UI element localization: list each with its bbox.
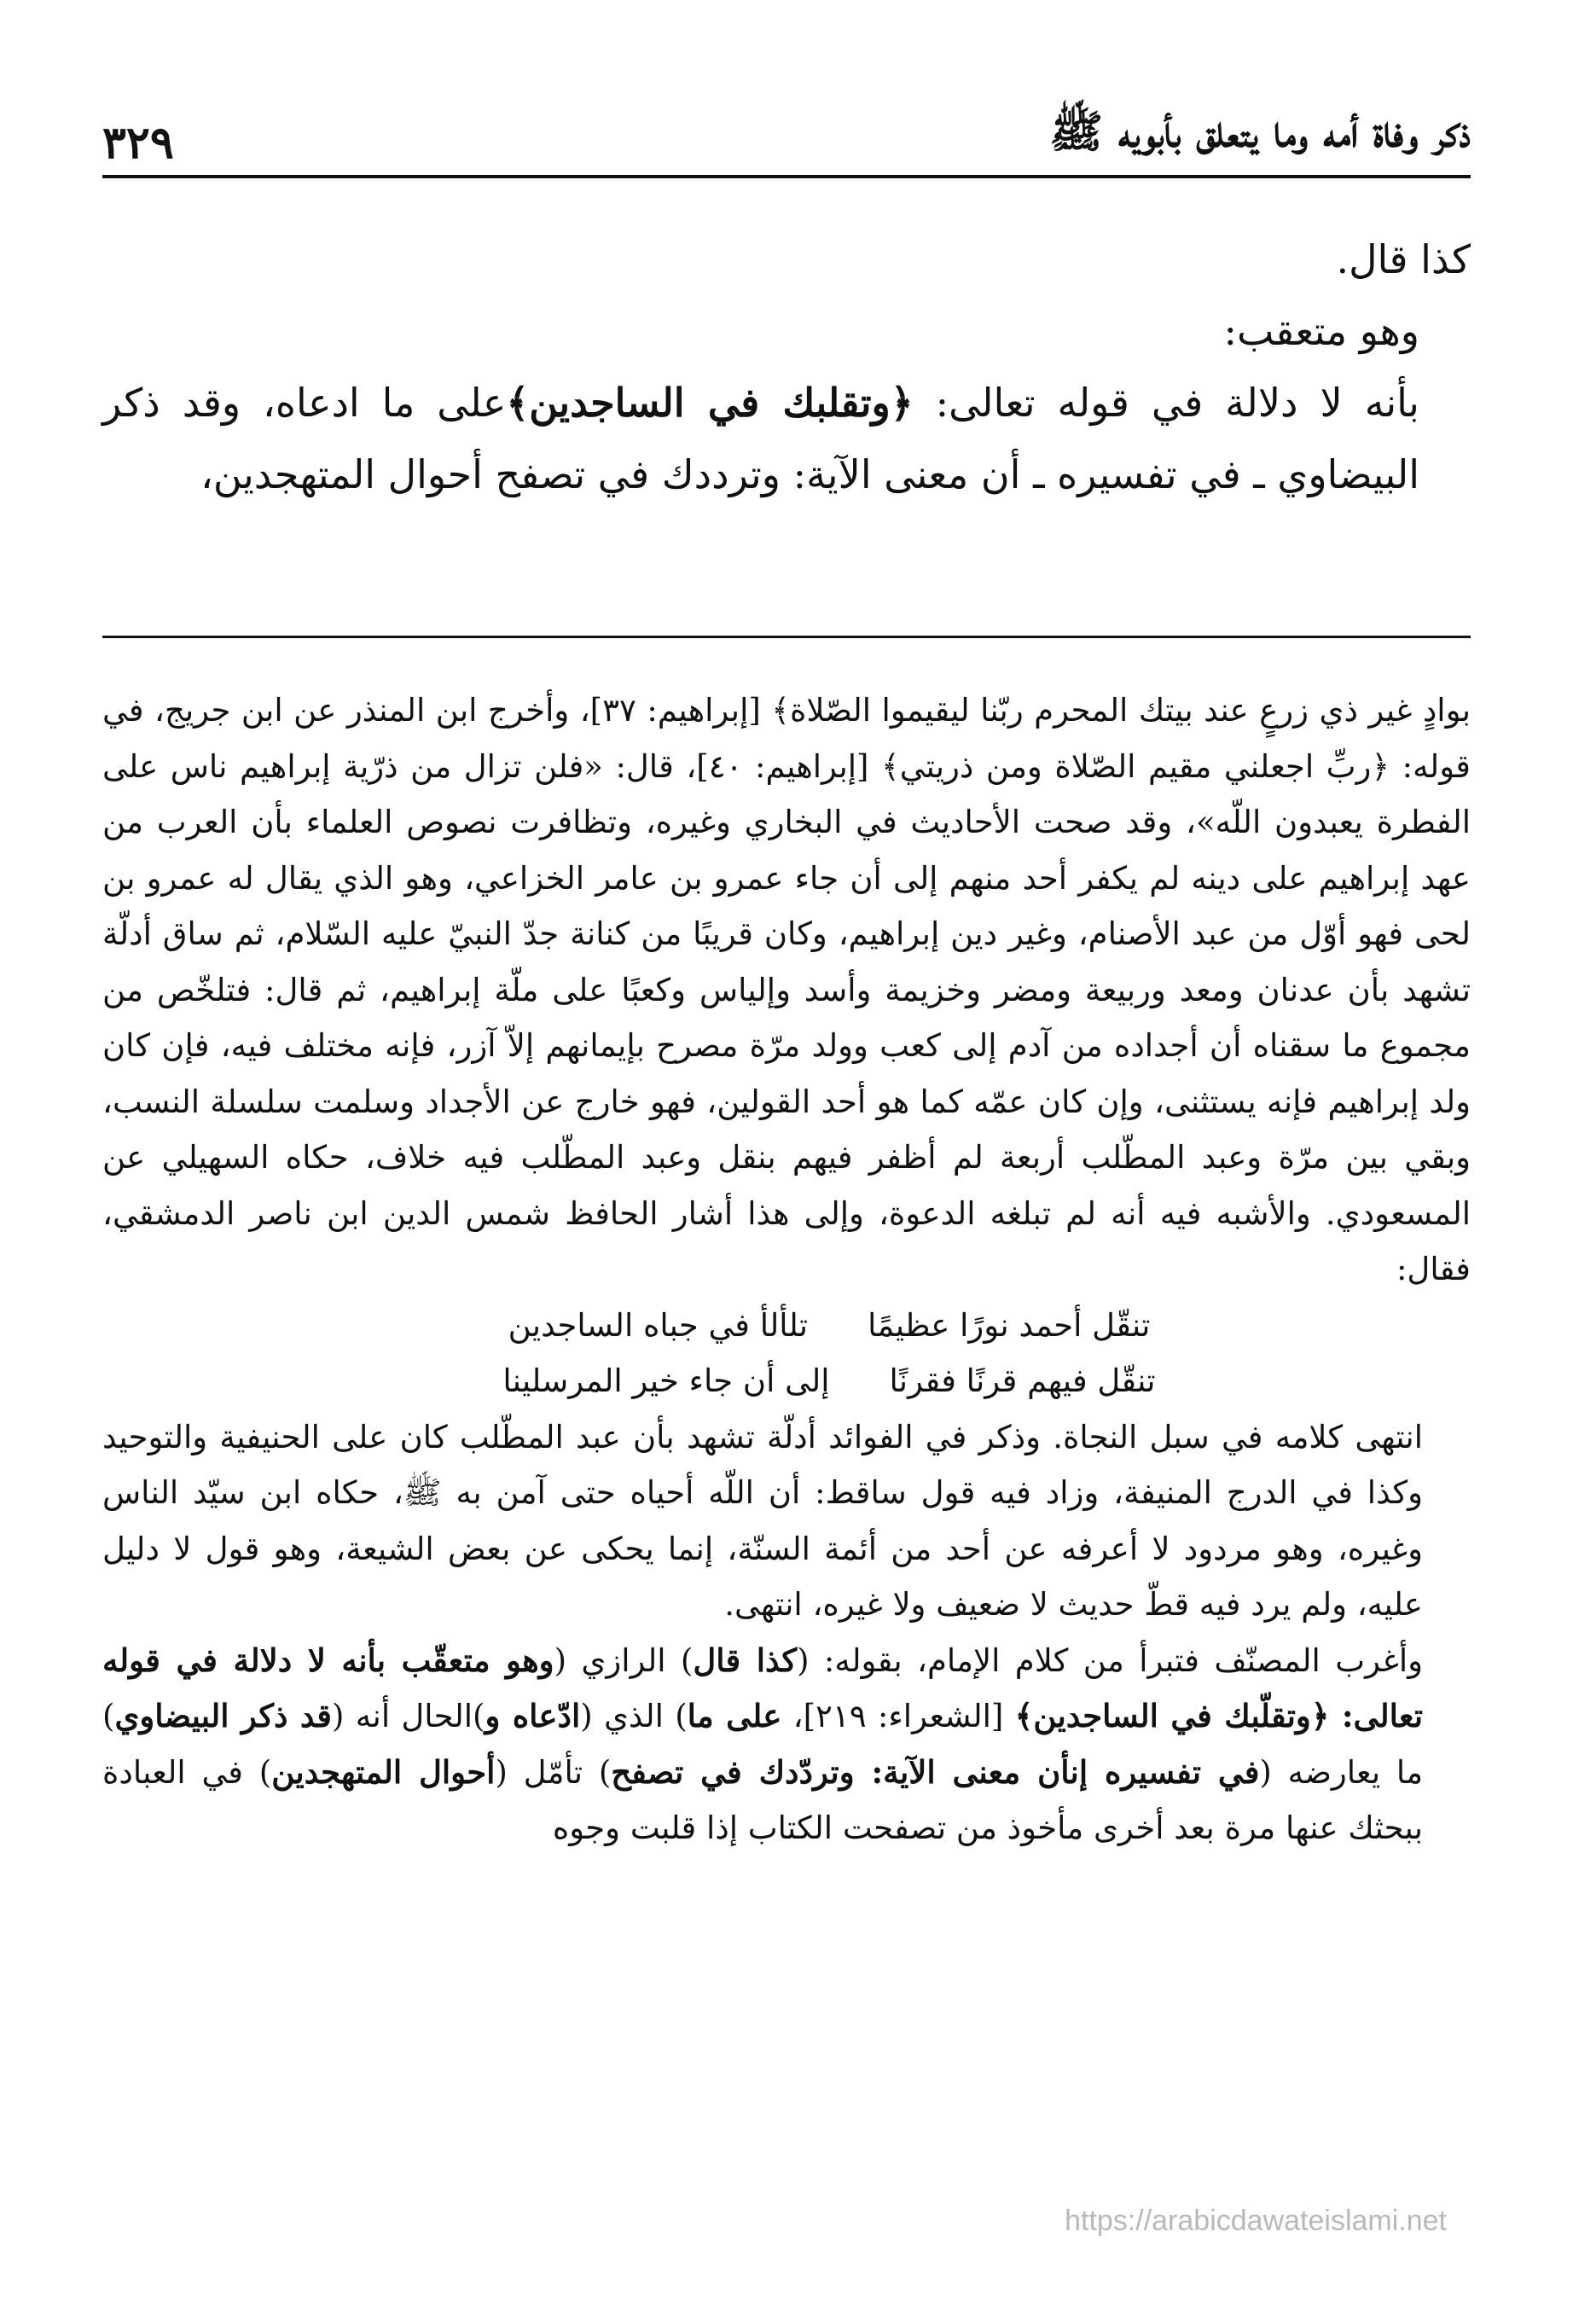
p3-bold-j: قد ذكر البيضاوي (114, 1697, 332, 1734)
poem-verse-1 (102, 1298, 1471, 1354)
p3-text-g: ) الذي ( (580, 1698, 688, 1734)
p3-text-a: وأغرب المصنّف فتبرأ من كلام الإمام، بقوله: ( (797, 1641, 1424, 1679)
p3-bold-h: ادّعاه و (485, 1697, 581, 1734)
verse-2-second-hemistich: إلى أن جاء خير المرسلينا (502, 1362, 830, 1399)
p3-text-i: )الحال أنه ( (331, 1698, 485, 1734)
verse-1-first-hemistich: تنقّل أحمد نورًا عظيمًا (868, 1306, 1151, 1344)
p3-bold-n: أحوال المتهجدين (271, 1752, 496, 1791)
notes-rule (102, 636, 1471, 638)
main-text (102, 224, 1471, 510)
p3-text-e: [الشعراء: ٢١٩]، (781, 1698, 1015, 1734)
main-line-2: وهو متعقب: (1223, 308, 1419, 354)
p3-bold-l: في تفسيره إنأن معنى الآية: وتردّدك في تصفح (611, 1752, 1260, 1791)
p3-text-m: ) تأمّل ( (495, 1753, 612, 1791)
main-para-lead: بأنه لا دلالة في قوله تعالى: (913, 380, 1419, 426)
running-header (102, 101, 1471, 169)
verse-1-second-hemistich: تلألأ في جباه الساجدين (508, 1306, 809, 1344)
commentary-paragraph-2: انتهى كلامه في سبل النجاة. وذكر في الفوائد أدلّة تشهد بأن عبد المطّلب كان على الحنيفية والتوحيد وكذا في الدرج المنيفة، وزاد فيه قول ساقط: أن اللّه أحياه حتى آمن به ﷺ، حكاه ابن سيّد الناس وغيره، وهو مردود لا أعرفه عن أحد من أئمة السنّة، إنما يحكى عن بعض الشيعة، وهو قول لا دليل عليه، ولم يرد فيه قطّ حديث لا ضعيف ولا غيره، انتهى. (102, 1418, 1423, 1623)
main-paragraph (102, 367, 1471, 510)
running-title: ذكر وفاة أمه وما يتعلق بأبويه ﷺ (1049, 106, 1471, 158)
p3-text-o: ) في العبادة ببحثك عنها مرة بعد أخرى مأخوذ من تصفحت الكتاب إذا قلبت وجوه (102, 1753, 1423, 1846)
p3-bold-f: على ما (687, 1697, 782, 1734)
page-number: ٣٢٩ (102, 117, 174, 169)
watermark-url: https://arabicdawateislami.net (1065, 2205, 1447, 2237)
main-para-rest: على ما ادعاه، وقد ذكر البيضاوي ـ في تفسيره ـ أن معنى الآية: وترددك في تصفح أحوال المتهجدين، (102, 380, 1419, 497)
commentary-paragraph-3 (102, 1633, 1471, 1856)
p3-text-c: ) الرازي ( (554, 1641, 694, 1679)
commentary-paragraph-1: بوادٍ غير ذي زرعٍ عند بيتك المحرم ربّنا ليقيموا الصّلاة﴾ [إبراهيم: ٣٧]، وأخرج ابن المنذر عن ابن جريج، في قوله: ﴿ربِّ اجعلني مقيم الصّلاة ومن ذريتي﴾ [إبراهيم: ٤٠]، قال: «فلن تزال من ذرّية إبراهيم ناس على الفطرة يعبدون اللّه»، وقد صحت الأحاديث في البخاري وغيره، وتظافرت نصوص العلماء بأن العرب من عهد إبراهيم على دينه لم يكفر أحد منهم إلى أن جاء عمرو بن عامر الخزاعي، وهو الذي يقال له عمرو بن لحى فهو أوّل من عبد الأصنام، وغير دين إبراهيم، وكان قريبًا من كنانة جدّ النبيّ عليه السّلام، ثم ساق أدلّة تشهد بأن عدنان ومعد وربيعة ومضر وخزيمة وأسد وإلياس وكعبًا على ملّة إبراهيم، ثم قال: فتلخّص من مجموع ما سقناه أن أجداده من آدم إلى كعب وولد مرّة مصرح بإيمانهم إلاّ آزر، فإنه مختلف فيه، فإن كان ولد إبراهيم فإنه يستثنى، وإن كان عمّه كما هو أحد القولين، فهو خارج عن الأجداد وسلمت سلسلة النسب، وبقي بين مرّة وعبد المطّلب أربعة لم أظفر فيهم بنقل وعبد المطّلب فيه خلاف، حكاه السهيلي عن المسعودي. والأشبه فيه أنه لم تبلغه الدعوة، وإلى هذا أشار الحافظ شمس الدين ابن ناصر الدمشقي، فقال: (102, 692, 1471, 1287)
verse-2-first-hemistich: تنقّل فيهم قرنًا فقرنًا (889, 1362, 1156, 1399)
p3-bold-b: كذا قال (693, 1641, 798, 1679)
p3-text-k: ) ما يعارضه ( (102, 1698, 1424, 1791)
poem-verse-2 (102, 1353, 1471, 1409)
commentary (102, 683, 1471, 1856)
p3-bold-d: وهو متعقّب بأنه لا دلالة في قوله تعالى: ﴿وتقلّبك في الساجدين﴾ (102, 1641, 1424, 1734)
quran-quote: ﴿وتقلبك في الساجدين﴾ (506, 380, 914, 426)
main-line-1: كذا قال. (1336, 236, 1471, 282)
header-rule (102, 175, 1471, 178)
